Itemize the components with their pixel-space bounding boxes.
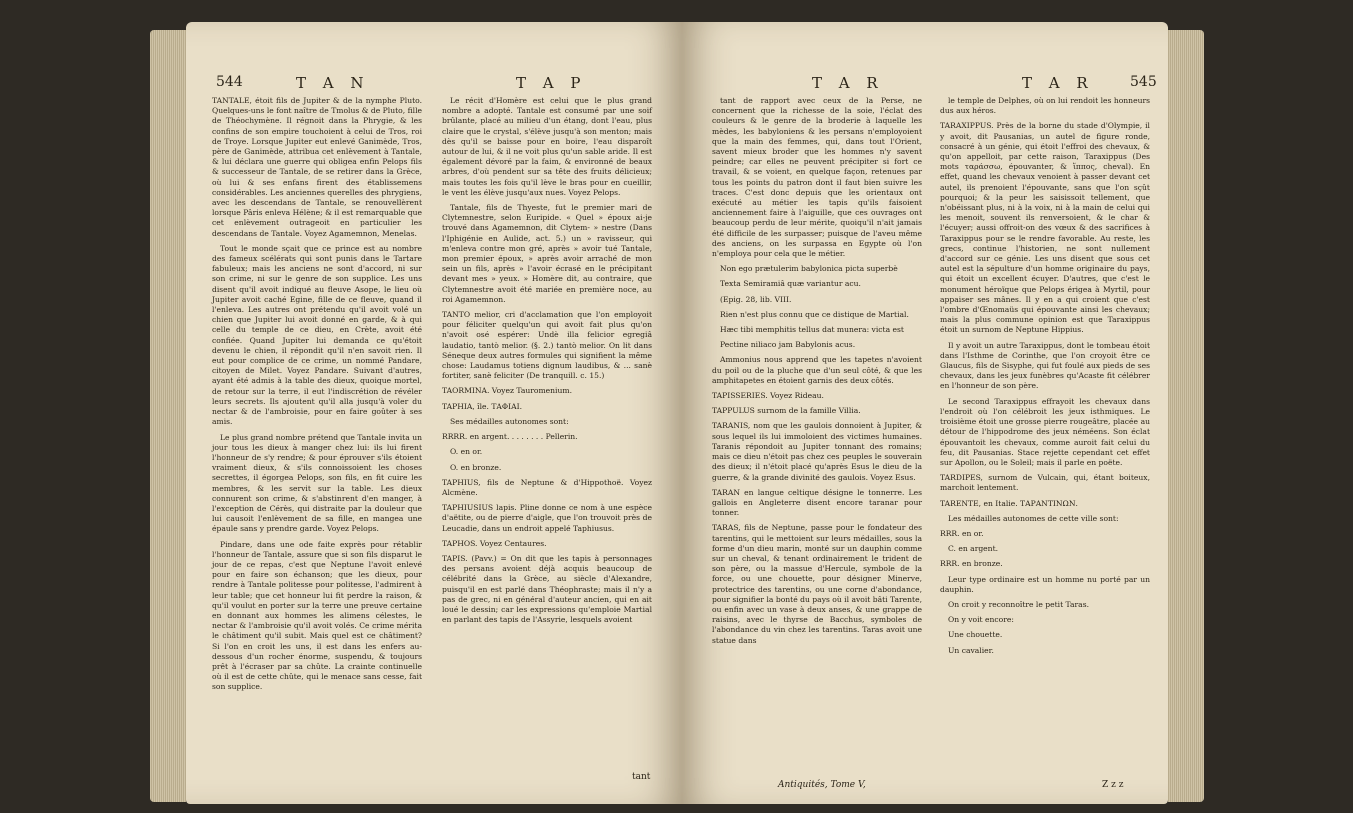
gathering-signature: Z z z: [1102, 780, 1124, 790]
paragraph: Non ego prætulerim babylonica picta superbè: [720, 264, 898, 274]
paragraph: Leur type ordinaire est un homme nu porté par un dauphin.: [940, 574, 1150, 594]
page-edges-left: [150, 30, 186, 802]
text-column-left: [212, 96, 422, 698]
footer-signature: Antiquités, Tome V,: [778, 780, 866, 790]
paragraph: Pindare, dans une ode faite exprès pour rétablir l'honneur de Tantale, assure que si son fils disparut le jour de ce repas, c'est que Neptune l'avoit enlevé pour en faire son échanson; que les dieux, pour rendre à Tantale politesse pour politesse, l'admirent à leur table; que cet honneur lui fit perdre la raison, & qu'il voulut en porter sur la terre une preuve certaine en donnant aux hommes les alimens célestes, le nectar & l'ambroisie qu'il avoit volés. Ce crime mérita le châtiment qu'il subit. Mais quel est ce châtiment? Si l'on en croit les uns, il est dans les enfers au-dessous d'un rocher énorme, suspendu, & toujours prêt à l'écraser par sa chûte. La crainte continuelle où il est de cette chûte, qui le menace sans cesse, fait son supplice.: [212, 539, 422, 692]
paragraph: TARAS, fils de Neptune, passe pour le fondateur des tarentins, qui le mettoient sur leurs médailles, sous la forme d'un dieu marin, monté sur un dauphin comme sur un cheval, & tenant ordinairement le trident de son père, ou la massue d'Hercule, symbole de la force, ou une chouette, pour désigner Minerve, protectrice des tarentins, ou une corne d'abondance, pour signifier la bonté du pays où il avoit bâti Tarente, ou enfin avec un vase à deux anses, & une grappe de raisins, avec le thyrse de Bacchus, symboles de l'abondance du vin chez les tarentins. Taras avoit une statue dans: [712, 523, 922, 645]
paragraph: TARANIS, nom que les gaulois donnoient à Jupiter, & sous lequel ils lui immoloient des victimes humaines. Taranis répondoit au Jupiter tonnant des romains; mais ce dieu n'étoit pas chez ces peuples le souverain des dieux; il n'étoit placé qu'après Esus le dieu de la guerre, & la grande divinité des gaulois. Voyez Esus.: [712, 421, 922, 482]
paragraph: TARDIPES, surnom de Vulcain, qui, étant boiteux, marchoit lentement.: [940, 473, 1150, 493]
paragraph: Tantale, fils de Thyeste, fut le premier mari de Clytemnestre, selon Euripide. « Quel » époux ai-je trouvé dans Agamemnon, dit Clytem- » nestre (Dans l'Iphigénie en Aulide, act. 5.) un » ravisseur, qui m'enleva contre mon gré, après » avoir tué Tantale, mon premier époux, » après avoir arraché de mon sein un fils, après » l'avoir écrasé en le précipitant devant mes » yeux. » Homère dit, au contraire, que Clytemnestre avoit été mariée en première noce, au roi Agamemnon.: [442, 203, 652, 304]
paragraph: Texta Semiramiâ quæ variantur acu.: [720, 279, 861, 289]
paragraph: le temple de Delphes, où on lui rendoit les honneurs dus aux héros.: [940, 96, 1150, 116]
paragraph: RRR. en bronze.: [940, 559, 1003, 569]
text-column-right: [940, 96, 1150, 661]
running-header: T A R: [1022, 74, 1094, 92]
page-number: 544: [216, 74, 243, 90]
right-page: [682, 22, 1168, 804]
page-number: 545: [1130, 74, 1157, 90]
paragraph: (Epig. 28, lib. VIII.: [720, 294, 792, 304]
left-page: [186, 22, 682, 804]
paragraph: Hæc tibi memphitis tellus dat munera: victa est: [720, 325, 904, 335]
paragraph: TAPPULUS surnom de la famille Villia.: [712, 406, 861, 416]
paragraph: RRRR. en argent. . . . . . . . Pellerin.: [442, 432, 578, 442]
paragraph: TANTALE, étoit fils de Jupiter & de la nymphe Pluto. Quelques-uns le font naître de Tmolus & de Pluto, fille de Théochymène. Il régnoit dans la Phrygie, & les confins de son empire touchoient à celui de Tros, roi de Troye. Lorsque Jupiter eut enlevé Ganimède, Tros, père de Ganimède, attribua cet enlèvement à Tantale, & lui déclara une guerre qui obligea enfin Pelops fils & successeur de Tantale, de se retirer dans la Grèce, où lui & ses enfans firent des établissemens considérables. Les anciennes querelles des phrygiens, avec les descendans de Tantale, se renouvellèrent lorsque Pâris enleva Hélène; & il est remarquable que cet enlèvement outrageoit en particulier les descendans de Tantale. Voyez Agamemnon, Menelas.: [212, 96, 422, 238]
paragraph: Une chouette.: [948, 630, 1003, 640]
paragraph: TARAN en langue celtique désigne le tonnerre. Les gallois en Angleterre disent encore taranar pour tonner.: [712, 487, 922, 518]
paragraph: Ammonius nous apprend que les tapetes n'avoient du poil ou de la pluche que d'un seul côté, & que les amphitapetes en étoient garnis des deux côtés.: [712, 355, 922, 385]
paragraph: O. en bronze.: [450, 462, 502, 472]
catchword: tant: [632, 772, 651, 782]
paragraph: Un cavalier.: [948, 645, 994, 655]
paragraph: Le récit d'Homère est celui que le plus grand nombre a adopté. Tantale est consumé par une soif brûlante, placé au milieu d'un étang, dont l'eau, plus claire que le crystal, s'élève jusqu'à son menton; mais dès qu'il se baisse pour en boire, l'eau disparoît autour de lui, & il ne voit plus qu'un sable aride. Il est également dévoré par la faim, & environné de beaux arbres, d'où pendent sur sa tête des fruits délicieux; mais toutes les fois qu'il lève le bras pour en cueillir, le vent les élève jusqu'aux nues. Voyez Pelops.: [442, 96, 652, 197]
paragraph: TANTO melior, cri d'acclamation que l'on employoit pour féliciter quelqu'un qui avoit fait plus qu'on n'avoit osé espérer: Undè illa felicior egregiâ laudatio, tantò melior. (§. 2.) tantò melior. On lit dans Séneque deux autres formules qui signifient la même chose: Laudamus totiens dignum laudibus, & ... sanè fortiter, sanè feliciter (De tranquill. c. 15.): [442, 310, 652, 381]
paragraph: tant de rapport avec ceux de la Perse, ne concernent que la richesse de la soie, l'éclat des couleurs & le genre de la broderie à laquelle les mèdes, les babyloniens & les persans n'employoient que la main des femmes, qui, dans tout l'Orient, savent mieux broder que les hommes n'y savent peindre; car elles ne peuvent précipiter si fort ce travail, & se voient, en quelque façon, retenues par tous les points du patron dont il faut bien suivre les traces. C'est donc depuis que les orientaux ont exécuté au métier les tapis qu'ils faisoient anciennement faire à l'aiguille, que ces ouvrages ont beaucoup perdu de leur mérite, quoiqu'il n'ait jamais été difficile de les surpasser; puisque de l'aveu même des anciens, on les surpassa en Egypte où l'on n'employa pour cela que le métier.: [712, 96, 922, 259]
paragraph: Ses médailles autonomes sont:: [450, 416, 569, 426]
paragraph: TAPHIUS, fils de Neptune & d'Hippothoë. Voyez Alcmène.: [442, 477, 652, 497]
page-edges-right: [1168, 30, 1204, 802]
paragraph: TARAXIPPUS. Près de la borne du stade d'Olympie, il y avoit, dit Pausanias, un autel de figure ronde, consacré à un génie, qui étoit l'effroi des chevaux, & qu'on appelloit, par cette raison, Taraxippus (Des mots ταράσσω, épouvanter, & ἵππος, cheval). En effet, quand les chevaux venoient à passer devant cet autel, ils prenoient l'épouvante, sans que l'on sçût pourquoi; & la peur les saisissoit tellement, que n'obéissant plus, ni à la voix, ni à la main de celui qui les menoit, souvent ils renversoient, & le char & l'écuyer; aussi offroit-on des vœux & des sacrifices à Taraxippus pour se le rendre favorable. Au reste, les grecs, continue l'historien, ne sont nullement d'accord sur ce génie. Les uns disent que sous cet autel est la sépulture d'un homme originaire du pays, qui étoit un excellent écuyer. D'autres, que c'est le monument héroïque que Pelops érigea à Myrtil, pour appaiser ses mânes. Il y en a qui croient que c'est l'ombre d'Œnomaüs qui épouvante ainsi les chevaux; mais la plus commune opinion est que Taraxippus étoit un surnom de Neptune Hippius.: [940, 121, 1150, 335]
text-column-left: [712, 96, 922, 651]
paragraph: TAORMINA. Voyez Tauromenium.: [442, 386, 572, 396]
paragraph: TAPISSERIES. Voyez Rideau.: [712, 391, 824, 401]
paragraph: Rien n'est plus connu que ce distique de Martial.: [720, 309, 909, 319]
paragraph: O. en or.: [450, 447, 483, 457]
text-column-right: [442, 96, 652, 630]
running-header: T A P: [516, 74, 587, 92]
paragraph: On croit y reconnoître le petit Taras.: [948, 599, 1090, 609]
paragraph: Les médailles autonomes de cette ville sont:: [948, 513, 1119, 523]
paragraph: Il y avoit un autre Taraxippus, dont le tombeau étoit dans l'Isthme de Corinthe, que l'on croyoit être ce Glaucus, fils de Sisyphe, qui fut foulé aux pieds de ses chevaux, dans les jeux funèbres qu'Acaste fit célébrer en l'honneur de son père.: [940, 340, 1150, 391]
paragraph: TAPIS. (Pavv.) = On dit que les tapis à personnages des persans avoient déjà acquis beaucoup de célébrité dans la Grèce, au siècle d'Alexandre, puisqu'il en est parlé dans Théophraste; mais il n'y a pas de grec, ni en général d'auteur ancien, qui en ait loué le dessin; car les expressions qu'emploie Martial en parlant des tapis de l'Assyrie, lesquels avoient: [442, 553, 652, 625]
paragraph: Tout le monde sçait que ce prince est au nombre des fameux scélérats qui sont punis dans le Tartare fabuleux; mais les anciens ne sont d'accord, ni sur son crime, ni sur le genre de son supplice. Les uns disent qu'il avoit indiqué au fleuve Asope, le lieu où Jupiter avoit caché Egine, fille de ce fleuve, quand il l'enleva. Les autres ont prétendu qu'il avoit volé un chien que Jupiter lui avoit donné en garde, & à qui celle du temple de ce dieu, en Crète, avoit été confiée. Quand Jupiter lui demanda ce qu'étoit devenu le chien, il répondit qu'il n'en savoit rien. Il eut pour complice de ce crime, un nommé Pandare, citoyen de Milet. Voyez Pandare. Suivant d'autres, ayant été admis à la table des dieux, quoique mortel, de retour sur la terre, il eut l'indiscrétion de révéler leurs secrets. Ils ajoutent qu'il alla jusqu'à voler du nectar & de l'ambroisie, pour en faire goûter à ses amis.: [212, 243, 422, 427]
paragraph: TAPHOS. Voyez Centaures.: [442, 538, 547, 548]
paragraph: On y voit encore:: [948, 615, 1014, 625]
paragraph: TAPHIUSIUS lapis. Pline donne ce nom à une espèce d'aëtite, ou de pierre d'aigle, que l'on trouvoit près de Leucadie, dans un endroit appelé Taphiusus.: [442, 503, 652, 533]
running-header: T A N: [296, 74, 370, 92]
paragraph: RRR. en or.: [940, 528, 984, 538]
paragraph: Le plus grand nombre prétend que Tantale invita un jour tous les dieux à manger chez lui: ils lui firent l'honneur de s'y rendre; & pour éprouver s'ils étoient vraiment dieux, & s'ils connoissoient les choses secrettes, il égorgea Pelops, son fils, en fit cuire les membres, & les servit sur la table. Les dieux connurent son crime, & s'abstinrent d'en manger, à l'exception de Cérès, qui distraite par la douleur que lui causoit l'enlèvement de sa fille, en mangea une épaule sans y prendre garde. Voyez Pelops.: [212, 432, 422, 534]
paragraph: TAPHIA, île. ΤΑΦΙΑΙ.: [442, 401, 523, 411]
paragraph: TARENTE, en Italie. ΤΑΡΑΝΤΙΝΩΝ.: [940, 498, 1078, 508]
running-header: T A R: [812, 74, 884, 92]
paragraph: Pectine niliaco jam Babylonis acus.: [720, 340, 856, 350]
paragraph: Le second Taraxippus effrayoit les chevaux dans l'endroit où l'on célébroit les jeux isthmiques. Le troisième étoit une grosse pierre rougeâtre, placée au détour de l'hippodrome des jeux néméens. Son éclat épouvantoit les chevaux, comme auroit fait celui du feu, dit Pausanias. Stace rejette cependant cet effet sur Apollon, ou le Soleil; mais il parle en poëte.: [940, 396, 1150, 467]
paragraph: C. en argent.: [948, 544, 999, 554]
